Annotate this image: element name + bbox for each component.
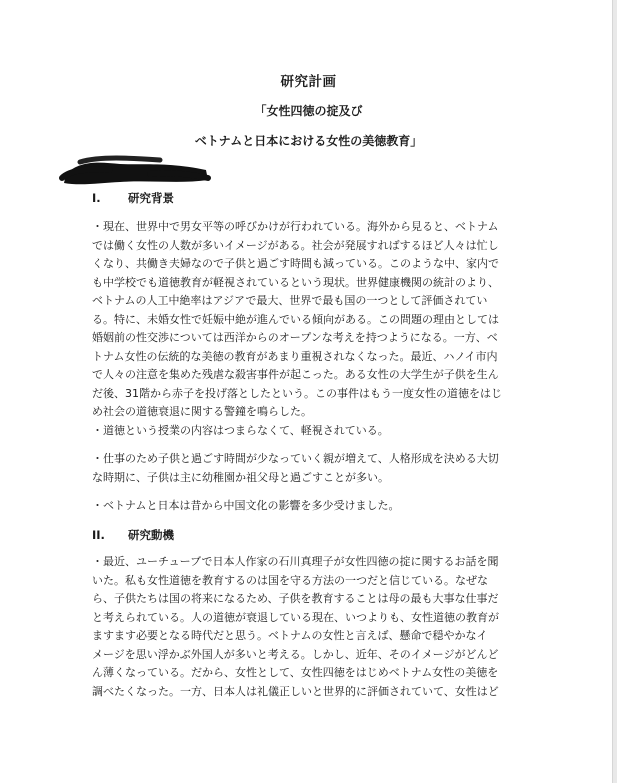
document-subtitle-line1: 「女性四徳の掟及び bbox=[254, 104, 363, 118]
text-line: ・現在、世界中で男女平等の呼びかけが行われている。海外から見ると、ベトナム bbox=[92, 220, 499, 233]
section-number: II. bbox=[92, 528, 105, 542]
text-line: 婚姻前の性交渉については西洋からのオープンな考えを持つようになる。一方、ベ bbox=[92, 331, 498, 344]
section-heading-background bbox=[92, 190, 174, 206]
paragraph-background-main bbox=[92, 218, 542, 422]
document-subtitle-line2: ベトナムと日本における女性の美徳教育」 bbox=[194, 134, 423, 148]
paragraph-moral-class bbox=[92, 422, 542, 441]
section-heading-motivation bbox=[92, 527, 174, 543]
paragraph-motivation bbox=[92, 553, 542, 701]
text-line: ますます必要となる時代だと思う。ベトナムの女性と言えば、懸命で穏やかなイ bbox=[92, 629, 488, 642]
text-line: め社会の道徳衰退に関する警鐘を鳴らした。 bbox=[92, 405, 312, 418]
text-line: 調べたくなった。一方、日本人は礼儀正しいと世界的に評価されていて、女性はど bbox=[92, 684, 499, 698]
text-line: も中学校でも道徳教育が軽視されているという現状。世界健康機関の統計のより、 bbox=[92, 275, 499, 289]
text-line: トナム女性の伝統的な美徳の教育があまり重視されなくなった。最近、ハノイ市内 bbox=[92, 349, 498, 363]
text-line: る。特に、未婚女性で妊娠中絶が進んでいる傾向がある。この問題の理由としては bbox=[92, 312, 499, 326]
text-line: では働く女性の人数が多いイメージがある。社会が発展すればするほど人々は忙し bbox=[92, 238, 499, 252]
section-title: 研究動機 bbox=[128, 528, 174, 542]
text-line: で人々の注意を集めた残虐な殺害事件が起こった。ある女性の大学生が子供を生ん bbox=[92, 368, 499, 381]
text-line: ・道徳という授業の内容はつまらなくて、軽視されている。 bbox=[92, 424, 389, 437]
text-line: ベトナムの人工中絶率はアジアで最大、世界で最も国の一つとして評価されてい bbox=[92, 294, 488, 307]
text-line: メージを思い浮かぶ外国人が多いと考える。しかし、近年、そのイメージがどんど bbox=[92, 647, 499, 661]
document-title: 研究計画 bbox=[280, 74, 337, 90]
text-line: ・仕事のため子供と過ごす時間が少なっていく親が増えて、人格形成を決める大切 bbox=[92, 452, 499, 465]
text-line: ・ベトナムと日本は昔から中国文化の影響を多少受けました。 bbox=[92, 499, 400, 512]
text-line: と考えられている。人の道徳が衰退している現在、いつよりも、女性道徳の教育が bbox=[92, 610, 499, 624]
text-line: いた。私も女性道徳を教育するのは国を守る方法の一つだと信じている。なぜな bbox=[92, 573, 488, 587]
section-title: 研究背景 bbox=[128, 191, 174, 205]
redaction-scribble bbox=[60, 150, 210, 188]
text-line: な時期に、子供は主に幼稚園か祖父母と過ごすことが多い。 bbox=[92, 470, 389, 484]
text-line: くなり、共働き夫婦なので子供と過ごす時間も減っている。このような中、家内で bbox=[92, 257, 499, 270]
text-line: ら、子供たちは国の将来になるため、子供を教育することは母の最も大事な仕事だ bbox=[92, 592, 499, 605]
paragraph-parents-time bbox=[92, 450, 542, 487]
paragraph-chinese-culture bbox=[92, 497, 542, 516]
text-line: ・最近、ユーチューブで日本人作家の石川真理子が女性四徳の掟に関するお話を聞 bbox=[92, 555, 499, 568]
text-line: ん薄くなっている。だから、女性として、女性四徳をはじめベトナム女性の美徳を bbox=[92, 666, 499, 679]
text-line: だ後、31階から赤子を投げ落としたという。この事件はもう一度女性の道徳をはじ bbox=[92, 386, 502, 400]
section-number: I. bbox=[92, 191, 101, 205]
